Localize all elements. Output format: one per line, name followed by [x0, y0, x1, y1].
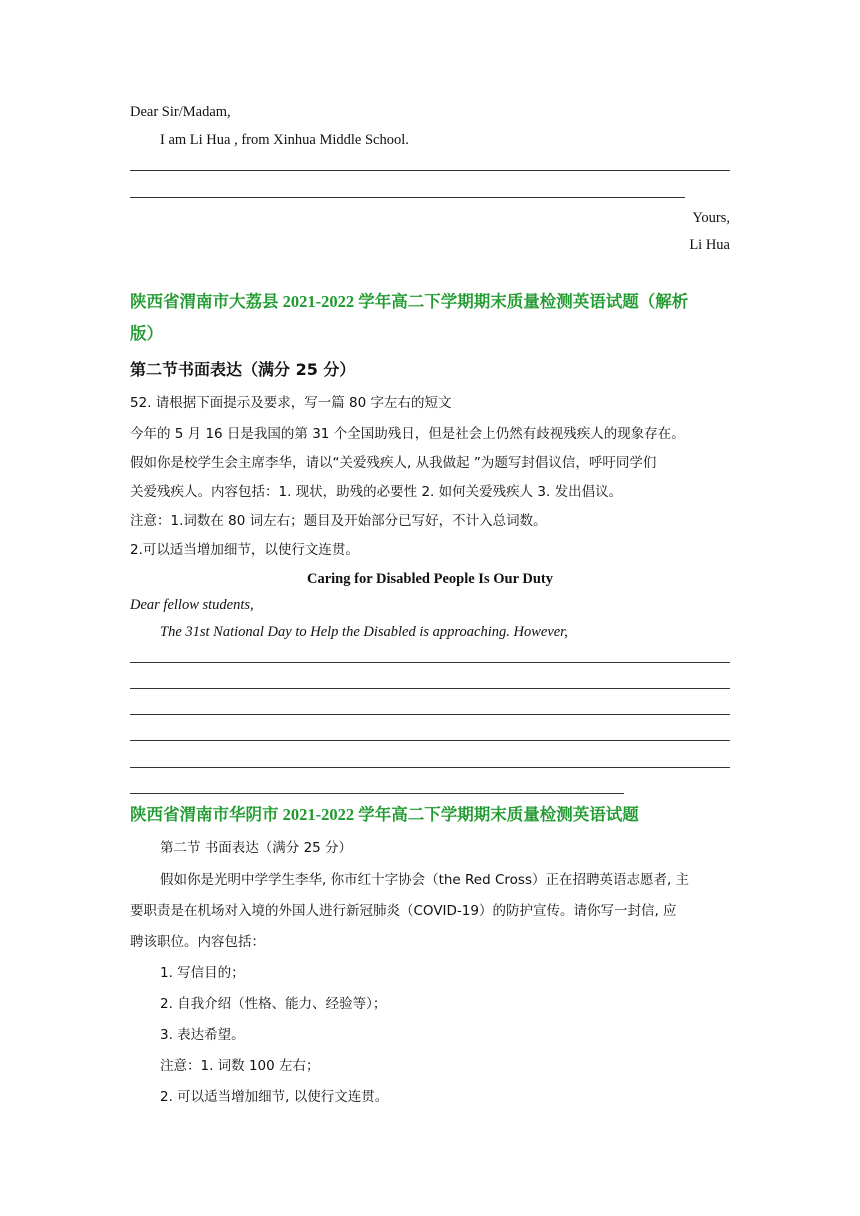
answer-line — [130, 767, 730, 768]
answer-line — [130, 740, 730, 741]
answer-line — [130, 170, 730, 171]
note-line: 注意：1.词数在 80 词左右；题目及开始部分已写好，不计入总词数。 — [130, 513, 547, 529]
list-item: 2. 自我介绍（性格、能力、经验等）； — [160, 996, 387, 1012]
essay-salutation: Dear fellow students, — [130, 597, 254, 613]
prompt-line: 假如你是光明中学学生李华, 你市红十字协会（the Red Cross）正在招聘英语志愿者, 主 — [160, 872, 690, 888]
question-line: 52. 请根据下面提示及要求，写一篇 80 字左右的短文 — [130, 395, 452, 411]
letter-closing: Yours, — [692, 210, 730, 226]
section-heading: 第二节 书面表达（满分 25 分） — [160, 840, 353, 856]
letter-opening: I am Li Hua , from Xinhua Middle School. — [160, 132, 409, 148]
answer-line — [130, 662, 730, 663]
answer-line — [130, 793, 624, 794]
section-title: 陕西省渭南市大荔县 2021-2022 学年高二下学期期末质量检测英语试题（解析 — [130, 292, 689, 311]
note-line: 注意：1. 词数 100 左右； — [160, 1058, 320, 1074]
letter-salutation: Dear Sir/Madam, — [130, 104, 231, 120]
prompt-line: 关爱残疾人。内容包括：1. 现状，助残的必要性 2. 如何关爱残疾人 3. 发出倡议。 — [130, 484, 623, 500]
list-item: 3. 表达希望。 — [160, 1027, 245, 1043]
letter-signature: Li Hua — [689, 237, 730, 253]
prompt-line: 要职责是在机场对入境的外国人进行新冠肺炎（COVID-19）的防护宣传。请你写一封信, 应 — [130, 903, 677, 919]
answer-line — [130, 197, 685, 198]
section-title: 陕西省渭南市华阴市 2021-2022 学年高二下学期期末质量检测英语试题 — [130, 805, 639, 824]
section-heading: 第二节书面表达（满分 25 分） — [130, 360, 356, 379]
prompt-line: 今年的 5 月 16 日是我国的第 31 个全国助残日，但是社会上仍然有歧视残疾人的现象存在。 — [130, 426, 685, 442]
note-line: 2.可以适当增加细节，以使行文连贯。 — [130, 542, 359, 558]
answer-line — [130, 688, 730, 689]
prompt-line: 聘该职位。内容包括： — [130, 934, 265, 950]
essay-opening: The 31st National Day to Help the Disabled is approaching. However, — [160, 624, 568, 640]
prompt-line: 假如你是校学生会主席李华，请以“关爱残疾人, 从我做起 ”为题写封倡议信，呼吁同学们 — [130, 455, 657, 471]
essay-title: Caring for Disabled People Is Our Duty — [307, 571, 553, 587]
answer-line — [130, 714, 730, 715]
list-item: 1. 写信目的； — [160, 965, 245, 981]
note-line: 2. 可以适当增加细节, 以使行文连贯。 — [160, 1089, 389, 1105]
section-title-cont: 版） — [130, 324, 163, 343]
